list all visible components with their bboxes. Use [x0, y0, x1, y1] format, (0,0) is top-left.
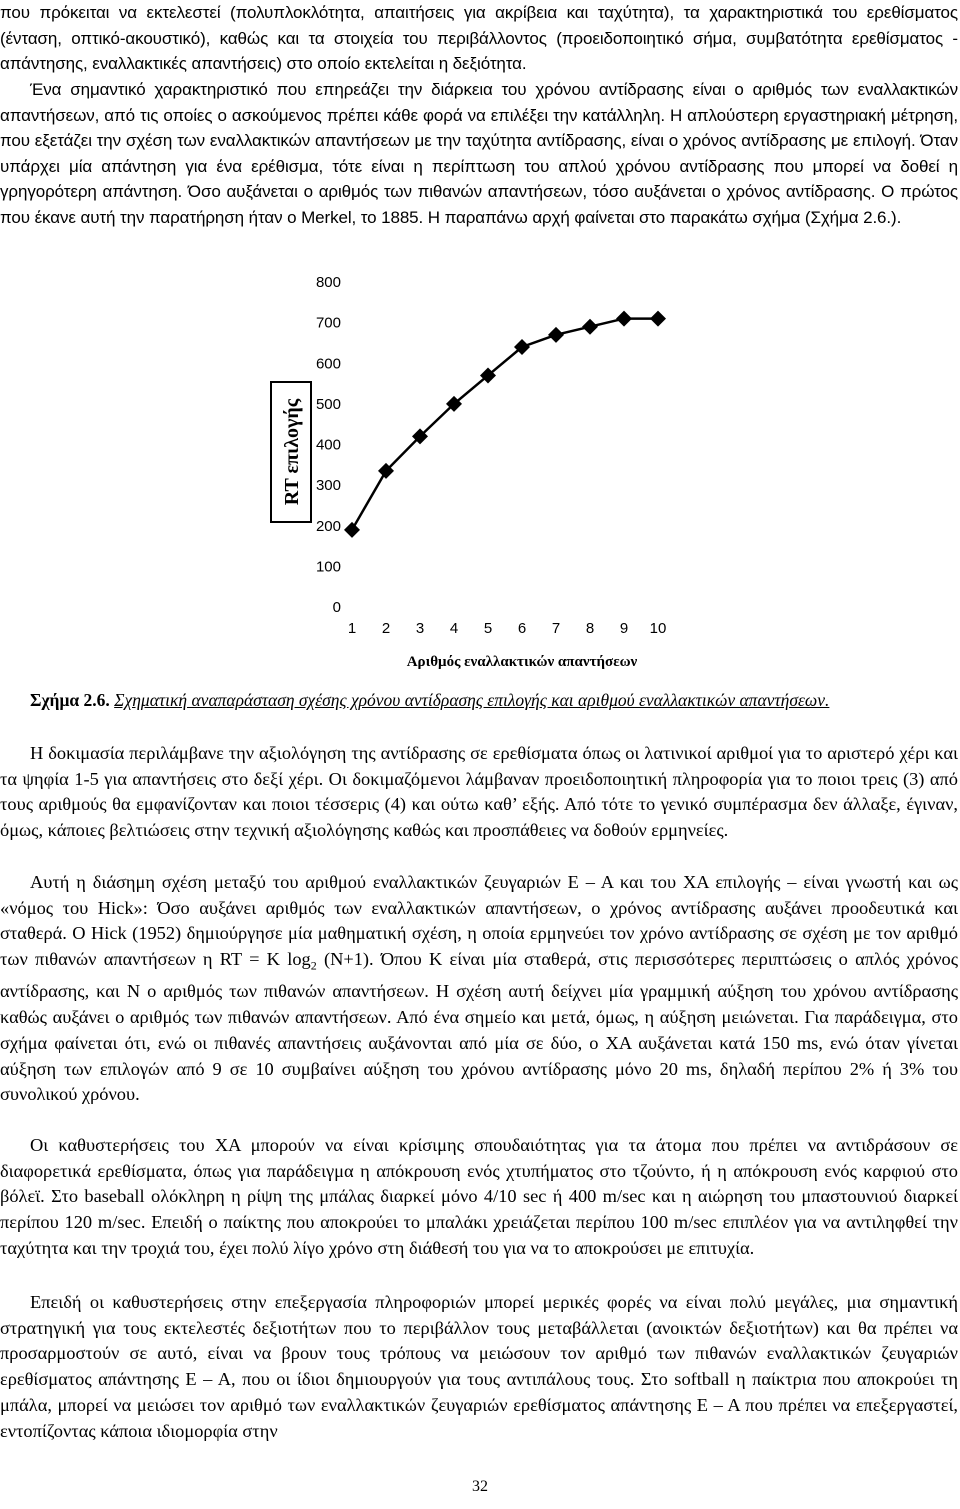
paragraph-2	[0, 870, 958, 1108]
y-tick-label: 800	[315, 274, 341, 291]
hick-paragraph: Ένα σημαντικό χαρακτηριστικό που επηρεάζει την διάρκεια του χρόνου αντίδρασης είναι ο αριθμός των εναλλακτικών απαντήσεων, από τις οποίες ο ασκούμενος πρέπει κάθε φορά να επιλέξει την κατάλληλη. Η απλούστερη εργαστηριακή μέτρηση, που εξετάζει την σχέση των εναλλακτικών απαντήσεων με την ταχύτητα αντίδρασης, είναι ο χρόνος αντίδρασης με επιλογή. Όταν υπάρχει μία απάντηση για ένα ερέθισμα, τότε είναι η περίπτωση του απλού χρόνου αντίδρασης που μπορεί να δοθεί η γρηγορότερη απάντηση. Όσο αυξάνεται ο αριθμός των πιθανών απαντήσεων, τόσο αυξάνεται ο χρόνος αντίδρασης. Ο πρώτος που έκανε αυτή την παρατήρηση ήταν ο Merkel, το 1885. Η παραπάνω αρχή φαίνεται στο παρακάτω σχήμα (Σχήμα 2.6.).	[0, 80, 958, 227]
caption-text: Σχηματική αναπαράσταση σχέσης χρόνου αντίδρασης επιλογής και αριθμού εναλλακτικών απαντήσεων.	[114, 690, 830, 710]
data-point	[616, 311, 632, 327]
y-tick-label: 400	[315, 436, 341, 454]
x-tick-label: 8	[585, 620, 595, 637]
x-tick-label: 5	[483, 620, 493, 637]
y-tick-label: 300	[315, 477, 341, 495]
x-tick-label: 7	[551, 620, 561, 637]
paragraph-2-part-b: (N+1). Όπου K είναι μία σταθερά, στις περισσότερες περιπτώσεις ο απλός χρόνος αντίδρασης, και N ο αριθμός των πιθανών απαντήσεων. Η σχέση αυτή δείχνει μία γραμμική αύξηση του χρόνου αντίδρασης καθώς αυξάνει ο αριθμός των πιθανών απαντήσεων. Από ένα σημείο και μετά, όμως, η αύξηση μειώνεται. Για παράδειγμα, στο σχήμα φαίνεται ότι, ενώ οι πιθανές απαντήσεις αυξάνονται από μία σε δύο, ο ΧΑ αυξάνεται κατά 150 ms, ενώ όταν γίνεται αύξηση των επιλογών από 9 σε 10 συμβαίνει αύξηση του χρόνου αντίδρασης μόνο 20 ms, δηλαδή περίπου 2% ή 3% του συνολικού χρόνου.	[0, 949, 958, 1105]
data-point	[650, 311, 666, 327]
y-tick-label: 100	[315, 558, 341, 576]
paragraph-1: Η δοκιμασία περιλάμβανε την αξιολόγηση της αντίδρασης σε ερεθίσματα όπως οι λατινικοί αριθμοί για το αριστερό χέρι και τα ψηφία 1-5 για απαντήσεις στο δεξί χέρι. Οι δοκιμαζόμενοι λάμβαναν προειδοποιητική πληροφορία για το ποιοι τρεις (3) από τους αριθμούς θα εμφανίζονταν και ποιοι τέσσερις (4) και ούτω καθ’ εξής. Από τότε το γενικό συμπέρασμα δεν άλλαξε, έγιναν, όμως, κάποιες βελτιώσεις στην τεχνική αξιολόγησης καθώς και προσπάθειες να δοθούν ερμηνείες.	[0, 743, 958, 841]
x-tick-label: 4	[449, 620, 459, 637]
x-tick-labels	[348, 620, 667, 637]
y-tick-label: 200	[315, 517, 341, 535]
y-tick-label: 600	[315, 355, 341, 373]
y-tick-labels	[316, 274, 341, 616]
x-tick-label: 10	[649, 620, 667, 637]
y-tick-label: 500	[315, 395, 341, 413]
x-tick-label: 6	[517, 620, 527, 637]
x-tick-label: 3	[415, 620, 425, 637]
x-axis-label: Αριθμός εναλλακτικών απαντήσεων	[406, 654, 638, 670]
x-tick-label: 2	[381, 620, 391, 637]
data-point-markers	[344, 311, 666, 538]
data-point	[344, 522, 360, 538]
reaction-time-chart	[265, 270, 685, 675]
x-tick-label: 1	[347, 620, 357, 637]
x-tick-label: 9	[619, 620, 629, 637]
caption-number: Σχήμα 2.6.	[30, 690, 110, 710]
paragraph-4: Επειδή οι καθυστερήσεις στην επεξεργασία πληροφοριών μπορεί μερικές φορές να είναι πολύ μεγάλες, μια σημαντική στρατηγική για τους εκτελεστές δεξιοτήτων που το περιβάλλον τους μεταβάλλεται (ανοικτών δεξιοτήτων) και θα πρέπει να προσαρμοστούν σε αυτό, είναι να βρουν τους τρόπους να μειώσουν τον αριθμό των πιθανών εναλλακτικών ζευγαριών ερεθίσματος απάντησης Ε – Α, που οι ίδιοι δημιουργούν για τους αντιπάλους τους. Στο softball η παίκτρια που αποκρούει τη μπάλα, μπορεί να μειώσει τον αριθμό των εναλλακτικών ζευγαριών ερεθίσματος απάντησης Ε – Α που πρέπει να επεξεργαστεί, εντοπίζοντας κάποια ιδιομορφία στην	[0, 1292, 958, 1441]
page-number: 32	[472, 1478, 488, 1495]
figure-caption	[30, 690, 950, 711]
intro-paragraph: που πρόκειται να εκτελεστεί (πολυπλοκλότητα, απαιτήσεις για ακρίβεια και ταχύτητα), τα χαρακτηριστικά του ερεθίσματος (ένταση, οπτικό-ακουστικό), καθώς και τα στοιχεία του περιβάλλοντος (προειδοποιητικό σήμα, συμβατότητα ερεθίσματος - απάντησης, εναλλακτικές απαντήσεις) στο οποίο εκτελείται η δεξιότητα.	[0, 3, 958, 74]
data-point	[548, 327, 564, 343]
data-point	[582, 319, 598, 335]
y-tick-label: 700	[315, 314, 341, 332]
paragraph-2-part-a: Αυτή η διάσημη σχέση μεταξύ του αριθμού εναλλακτικών ζευγαριών Ε – Α και του ΧΑ επιλογής – είναι γνωστή και ως «νόμος του Hick»: Όσο αυξάνει αριθμός των εναλλακτικών απαντήσεων, ο χρόνος αντίδρασης αυξάνει προοδευτικά και σταθερά. Ο Hick (1952) δημιούργησε μία μαθηματική σχέση, η οποία ερμηνεύει τον χρόνο αντίδρασης σε σχέση με τον αριθμό των πιθανών απαντήσεων η RT = K log	[0, 872, 958, 970]
log-subscript: 2	[310, 958, 317, 973]
series-line	[352, 319, 658, 530]
y-tick-label: 0	[332, 599, 341, 616]
paragraph-3: Οι καθυστερήσεις του ΧΑ μπορούν να είναι κρίσιμης σπουδαιότητας για τα άτομα που πρέπει να αντιδράσουν σε διαφορετικά ερεθίσματα, όπως για παράδειγμα η απόκρουση ενός χτυπήματος στο τζούντο, ή η απόκρουση ενός καρφιού στο βόλεϊ. Στο baseball ολόκληρη η ρίψη της μπάλας διαρκεί μόνο 4/10 sec ή 400 m/sec και η αιώρηση του μπαστουνιού διαρκεί περίπου 120 m/sec. Επειδή ο παίκτης που αποκρούει το μπαλάκι χρειάζεται περίπου 100 m/sec επιπλέον για να αντιληφθεί την ταχύτητα και την τροχιά του, έχει πολύ λίγο χρόνο στη διάθεσή του για να το αποκρούσει με επιτυχία.	[0, 1135, 958, 1258]
y-axis-label: RT επιλογής	[281, 398, 303, 506]
